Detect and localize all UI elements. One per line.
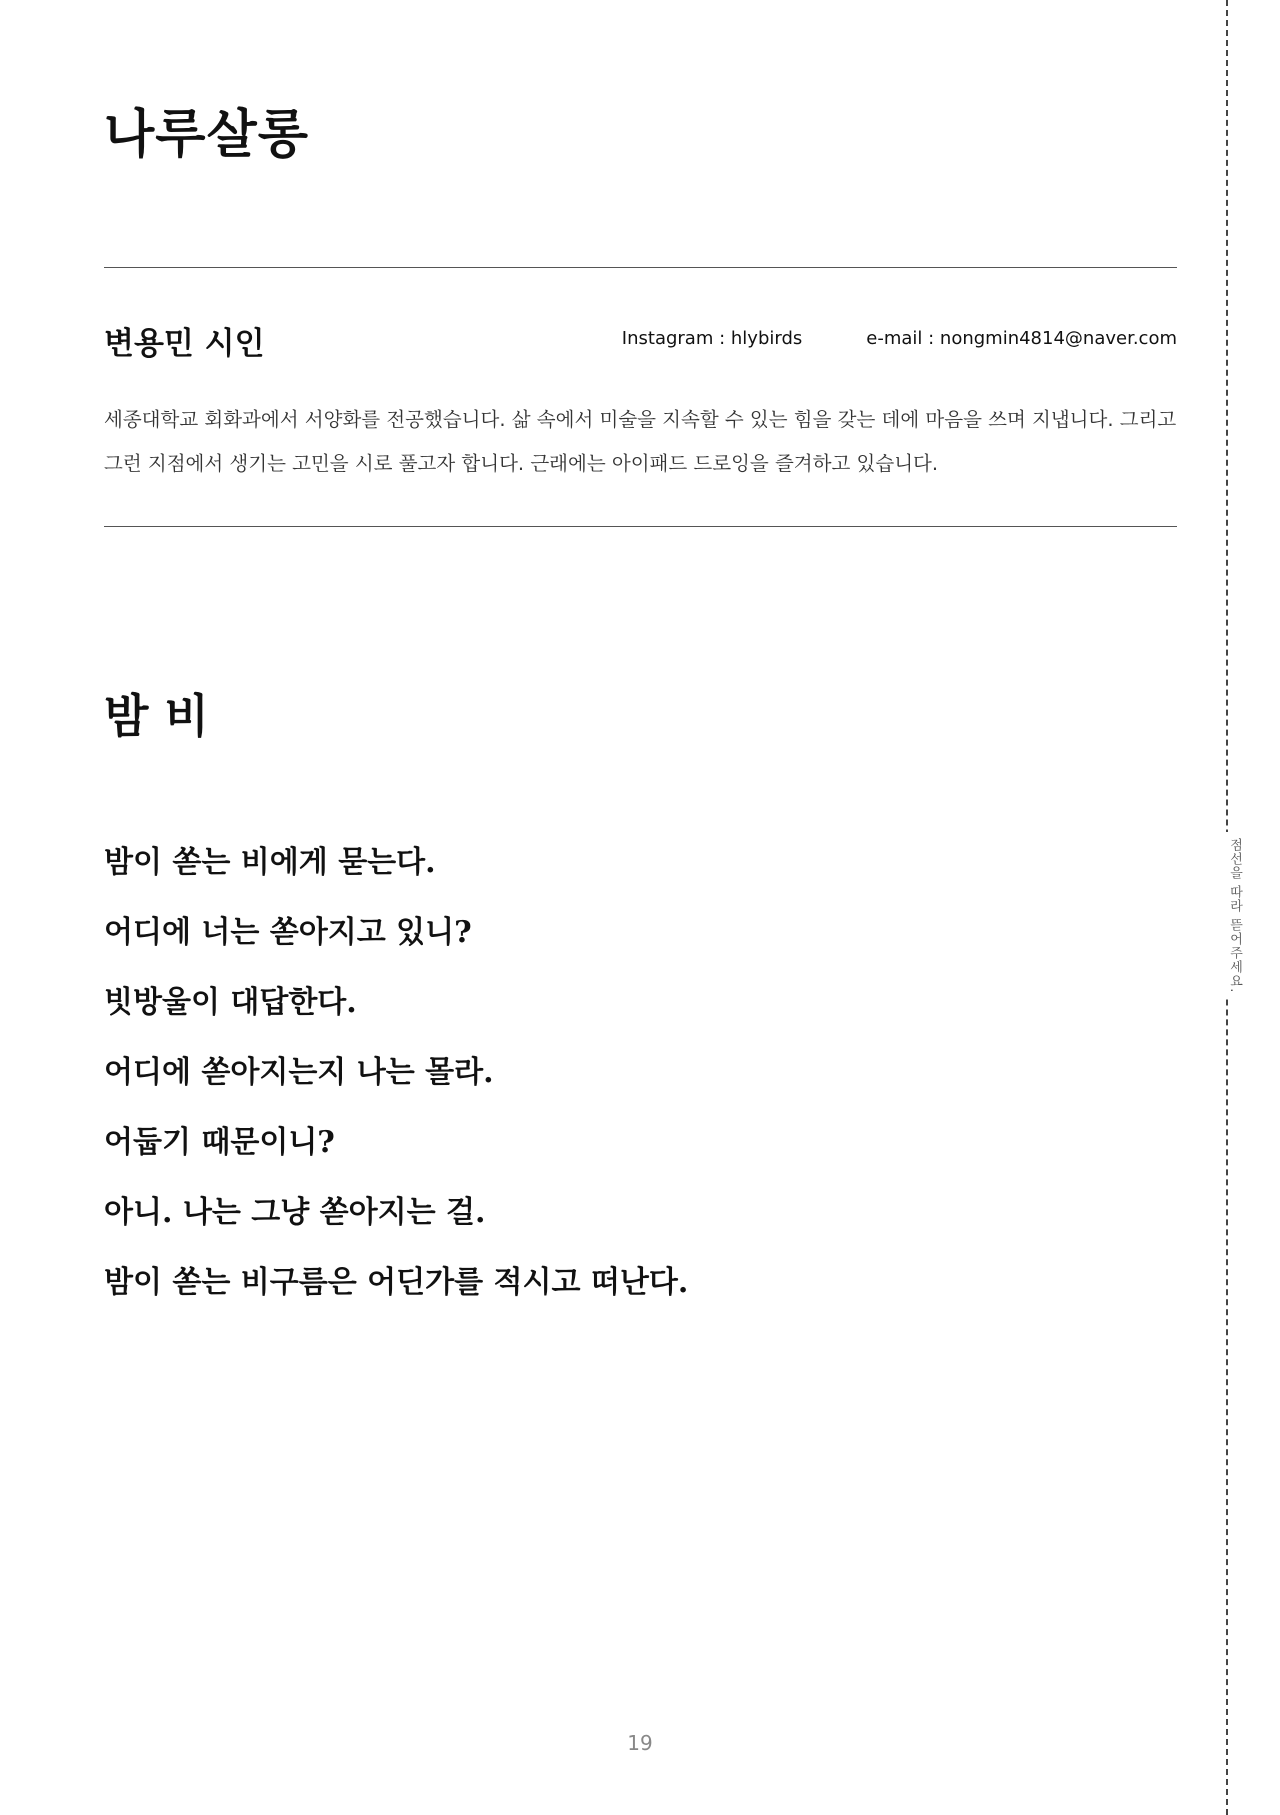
email-address: e-mail : nongmin4814@naver.com	[866, 328, 1177, 349]
author-name: 변용민 시인	[104, 326, 265, 362]
poem-line: 빗방울이 대답한다.	[104, 985, 357, 1020]
section-title: 나루살롱	[104, 104, 309, 165]
bottom-divider	[104, 526, 1177, 527]
author-row	[104, 318, 1177, 362]
poem-body	[104, 828, 688, 1318]
poem-line: 어디에 너는 쏟아지고 있니?	[104, 915, 472, 950]
top-divider	[104, 267, 1177, 268]
page-number: 19	[627, 1731, 653, 1755]
poem-line: 밤이 쏟는 비구름은 어딘가를 적시고 떠난다.	[104, 1265, 689, 1300]
author-bio: 세종대학교 회화과에서 서양화를 전공했습니다. 삶 속에서 미술을 지속할 수 있는 힘을 갖는 데에 마음을 쓰며 지냅니다. 그리고 그런 지점에서 생기는 고민을 시로 풀고자 합니다. 근래에는 아이패드 드로잉을 즐겨하고 있습니다.	[104, 408, 1177, 475]
poem-line: 어디에 쏟아지는지 나는 몰라.	[104, 1055, 494, 1090]
author-contacts	[622, 328, 1177, 349]
instagram-handle: Instagram : hlybirds	[621, 328, 803, 349]
poem-line: 밤이 쏟는 비에게 묻는다.	[104, 845, 436, 880]
perforation-label: 점선을 따라 뜯어주세요.	[1225, 832, 1244, 999]
poem-line: 아니. 나는 그냥 쏟아지는 걸.	[104, 1195, 486, 1230]
poem-title: 밤 비	[104, 689, 209, 743]
poem-line: 어둡기 때문이니?	[104, 1125, 335, 1160]
